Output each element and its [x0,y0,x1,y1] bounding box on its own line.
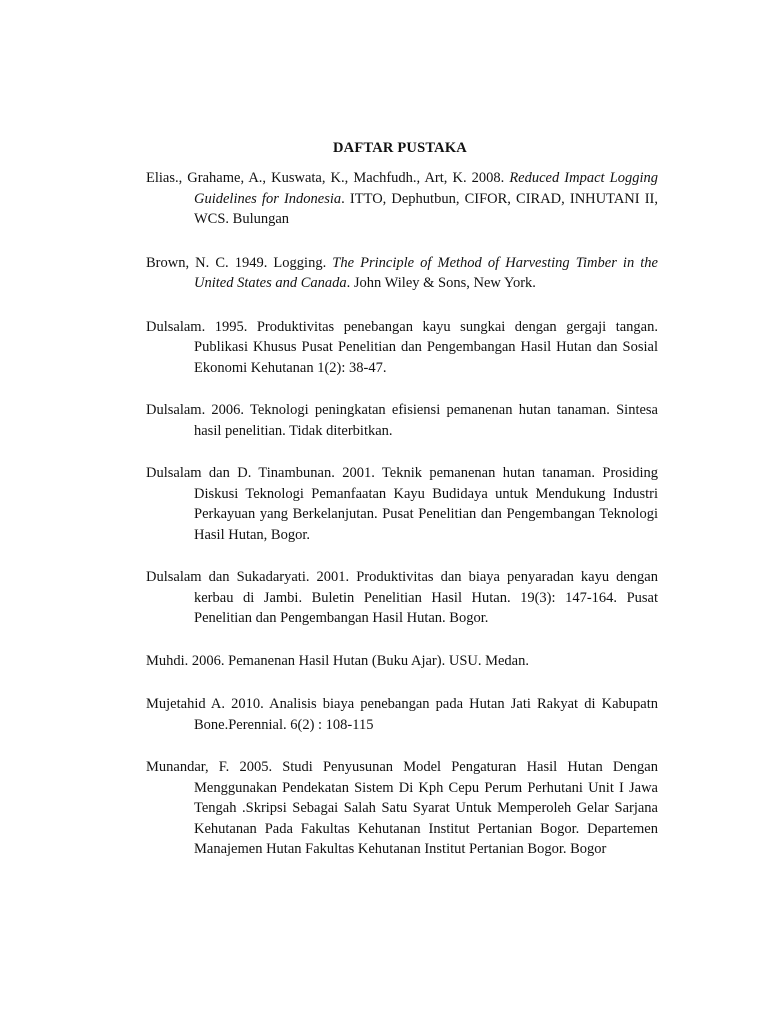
reference-entry-munandar [146,757,658,860]
reference-list [146,168,658,860]
reference-entry-dulsalam-sukadaryati [146,567,658,629]
reference-text: Dulsalam dan D. Tinambunan. 2001. Teknik pemanenan hutan tanaman. Prosiding Diskusi Teknologi Pemanfaatan Kayu Budidaya untuk Mendukung Industri Perkayuan yang Berkelanjutan. Pusat Penelitian dan Pengembangan Teknologi Hasil Hutan, Bogor. [146,465,658,543]
reference-entry-dulsalam-1995 [146,317,658,379]
reference-entry-dulsalam-2006 [146,400,658,441]
reference-text: Munandar, F. 2005. Studi Penyusunan Model Pengaturan Hasil Hutan Dengan Menggunakan Pendekatan Sistem Di Kph Cepu Perum Perhutani Unit I Jawa Tengah .Skripsi Sebagai Salah Satu Syarat Untuk Memperoleh Gelar Sarjana Kehutanan Pada Fakultas Kehutanan Institut Pertanian Bogor. Departemen Manajemen Hutan Fakultas Kehutanan Institut Pertanian Bogor. Bogor [146,759,658,857]
reference-text: Dulsalam. 1995. Produktivitas penebangan kayu sungkai dengan gergaji tangan. Publikasi Khusus Pusat Penelitian dan Pengembangan Hasil Hutan dan Sosial Ekonomi Kehutanan 1(2): 38-47. [146,318,658,376]
reference-entry-mujetahid [146,694,658,735]
page-title: DAFTAR PUSTAKA [333,140,467,156]
reference-text: Elias., Grahame, A., Kuswata, K., Machfudh., Art, K. 2008. [146,170,510,186]
reference-entry-elias [146,168,658,230]
reference-text: Dulsalam. 2006. Teknologi peningkatan efisiensi pemanenan hutan tanaman. Sintesa hasil penelitian. Tidak diterbitkan. [146,402,658,439]
reference-entry-dulsalam-tinambunan [146,463,658,545]
reference-text: Muhdi. 2006. Pemanenan Hasil Hutan (Buku Ajar). USU. Medan. [146,652,529,669]
reference-text: Mujetahid A. 2010. Analisis biaya penebangan pada Hutan Jati Rakyat di Kabupatn Bone.Perennial. 6(2) : 108-115 [146,696,658,733]
reference-entry-brown [146,253,658,294]
reference-text: . ITTO, Dephutbun, CIFOR, CIRAD, INHUTANI II, WCS. Bulungan [194,190,658,227]
reference-text: Dulsalam dan Sukadaryati. 2001. Produktivitas dan biaya penyaradan kayu dengan kerbau di Jambi. Buletin Penelitian Hasil Hutan. 19(3): 147-164. Pusat Penelitian dan Pengembangan Hasil Hutan. Bogor. [146,569,658,626]
reference-entry-muhdi [146,651,658,672]
reference-title-italic: Reduced Impact Logging Guidelines for Indonesia [194,170,658,207]
reference-text: . John Wiley & Sons, New York. [346,275,536,291]
reference-text: Brown, N. C. 1949. Logging. [146,254,333,271]
reference-title-italic: The Principle of Method of Harvesting Timber in the United States and Canada [194,254,658,291]
